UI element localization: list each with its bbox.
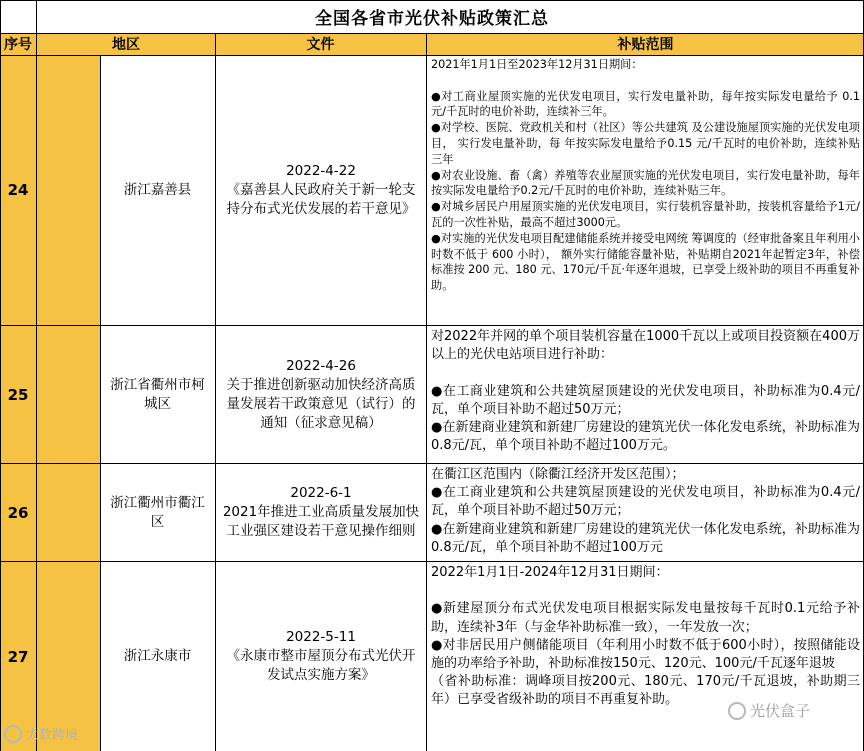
subsidy-line: ●在工商业建筑和公共建筑屋顶建设的光伏发电项目，补助标准为0.4元/瓦，单个项目补助不超过50万元； <box>431 383 860 417</box>
grid-line <box>426 33 427 751</box>
subsidy-line: ●对实施的光伏发电项目配建储能系统并接受电网统 筹调度的（经审批备案且年利用小时数不低于 600 小时）， 额外实行储能容量补贴，补贴期自2021年起暂定3年，补偿标准按 200 元、180 元、170元/千瓦·年逐年退坡，已享受上级补助的项目不再重复补助。 <box>431 231 860 293</box>
subsidy-line: ●对农业设施、畜（禽）养殖等农业屋顶实施的光伏发电项目，实行发电量补助，每年按实际发电量给予0.2元/千瓦时的电价补助，连续补贴三年。 <box>431 168 860 198</box>
grid-line <box>0 0 864 1</box>
header-region: 地区 <box>37 33 215 55</box>
document-title: 关于推进创新驱动加快经济高质量发展若干政策意见（试行）的通知（征求意见稿） <box>226 376 416 431</box>
blank-line <box>431 73 860 89</box>
document-cell <box>216 562 426 751</box>
row-number: 27 <box>7 647 29 666</box>
document-title: 2021年推进工业高质量发展加快工业强区建设若干意见操作细则 <box>222 504 420 539</box>
region-cell: 浙江衢州市衢江区 <box>110 494 205 530</box>
subsidy-line: ●对非居民用户侧储能项目（年利用小时数不低于600小时），按照储能设施的功率给予补助，补助标准按150元、120元、100元/千瓦逐年退坡 <box>431 637 860 671</box>
blank-line <box>431 582 860 600</box>
subsidy-line: ●在新建商业建筑和新建厂房建设的建筑光伏一体化发电系统，补助标准为0.8元/瓦，单个项目补助不超过100万元 <box>431 521 860 555</box>
subsidy-line: 2021年1月1日至2023年12月31日期间： <box>431 58 643 71</box>
document-date: 2022-5-11 <box>286 629 356 645</box>
header-no: 序号 <box>0 33 36 55</box>
watermark-right-text: 光伏盒子 <box>750 702 811 720</box>
subsidy-line: 2022年1月1日-2024年12月31日期间： <box>431 565 669 580</box>
blank-line <box>431 364 860 382</box>
document-title: 《嘉善县人民政府关于新一轮支持分布式光伏发展的若干意见》 <box>226 181 416 217</box>
subsidy-line: ●在工商业建筑和公共建筑屋顶建设的光伏发电项目，补助标准为0.4元/瓦，单个项目补助不超过50万元； <box>431 485 860 519</box>
subsidy-cell <box>427 55 864 325</box>
grid-line <box>100 55 101 751</box>
grid-line <box>0 561 864 562</box>
subsidy-line: （省补助标准：调峰项目按200元、180元、170元/千瓦退坡，补助期三年）已享受省级补助的项目不再重复补助。 <box>431 674 860 708</box>
watermark-right <box>728 700 810 721</box>
subsidy-line: 在衢江区范围内（除衢江经济开发区范围）； <box>431 467 685 482</box>
region-cell: 浙江永康市 <box>123 648 192 664</box>
subsidy-line: ●对城乡居民户用屋顶实施的光伏发电项目，实行装机容量补助，按装机容量给予1元/瓦的一次性补贴，最高不超过3000元。 <box>431 200 860 229</box>
wechat-icon <box>728 702 746 720</box>
watermark-left <box>4 724 78 743</box>
subsidy-line: ●对学校、医院、党政机关和村（社区）等公共建筑 及公建设施屋顶实施的光伏发电项目， 实行发电量补助，每 年按实际发电量给予0.15 元/千瓦时的电价补助，连续补贴 三年 <box>431 121 860 166</box>
grid-line <box>36 0 37 751</box>
subsidy-line: ●新建屋顶分布式光伏发电项目根据实际发电量按每千瓦时0.1元给予补助，连续补3年（与金华补助标准一致），一年发放一次； <box>431 601 860 635</box>
document-cell <box>216 464 426 561</box>
document-date: 2022-4-26 <box>286 357 356 374</box>
watermark-logo-icon <box>4 725 22 743</box>
row-number: 24 <box>7 181 29 199</box>
subsidy-cell <box>427 562 864 751</box>
subsidy-cell <box>427 464 864 561</box>
document-cell <box>216 55 426 325</box>
grid-line <box>0 463 864 464</box>
row-number: 26 <box>7 503 29 522</box>
subsidy-cell <box>427 326 864 463</box>
subsidy-line: ●对工商业屋顶实施的光伏发电项目，实行发电量补助，每年按实际发电量给予 0.1 元/千瓦时的电价补助，连续补三年。 <box>431 89 860 119</box>
header-document: 文件 <box>215 33 426 55</box>
grid-line <box>0 0 1 751</box>
subsidy-line: ●在新建商业建筑和新建厂房建设的建筑光伏一体化发电系统，补助标准为0.8元/瓦，单个项目补助不超过100万元。 <box>431 420 860 454</box>
document-title: 《永康市整市屋顶分布式光伏开发试点实施方案》 <box>226 648 416 683</box>
document-date: 2022-6-1 <box>290 485 352 501</box>
grid-line <box>0 33 864 34</box>
grid-line <box>215 33 216 751</box>
watermark-left-text: 大数跨境 <box>26 728 79 743</box>
document-cell <box>216 326 426 463</box>
row-number: 25 <box>7 385 29 404</box>
subsidy-line: 对2022年并网的单个项目装机容量在1000千瓦以上或项目投资额在400万以上的光伏电站项目进行补助： <box>431 329 860 363</box>
region-margin-fill <box>37 55 100 751</box>
grid-line <box>0 55 864 56</box>
header-subsidy: 补贴范围 <box>427 33 864 55</box>
document-date: 2022-4-22 <box>286 162 356 179</box>
grid-line <box>0 325 864 326</box>
region-cell: 浙江省衢州市柯城区 <box>110 376 205 412</box>
region-cell: 浙江嘉善县 <box>123 181 192 198</box>
table-title: 全国各省市光伏补贴政策汇总 <box>315 9 549 29</box>
